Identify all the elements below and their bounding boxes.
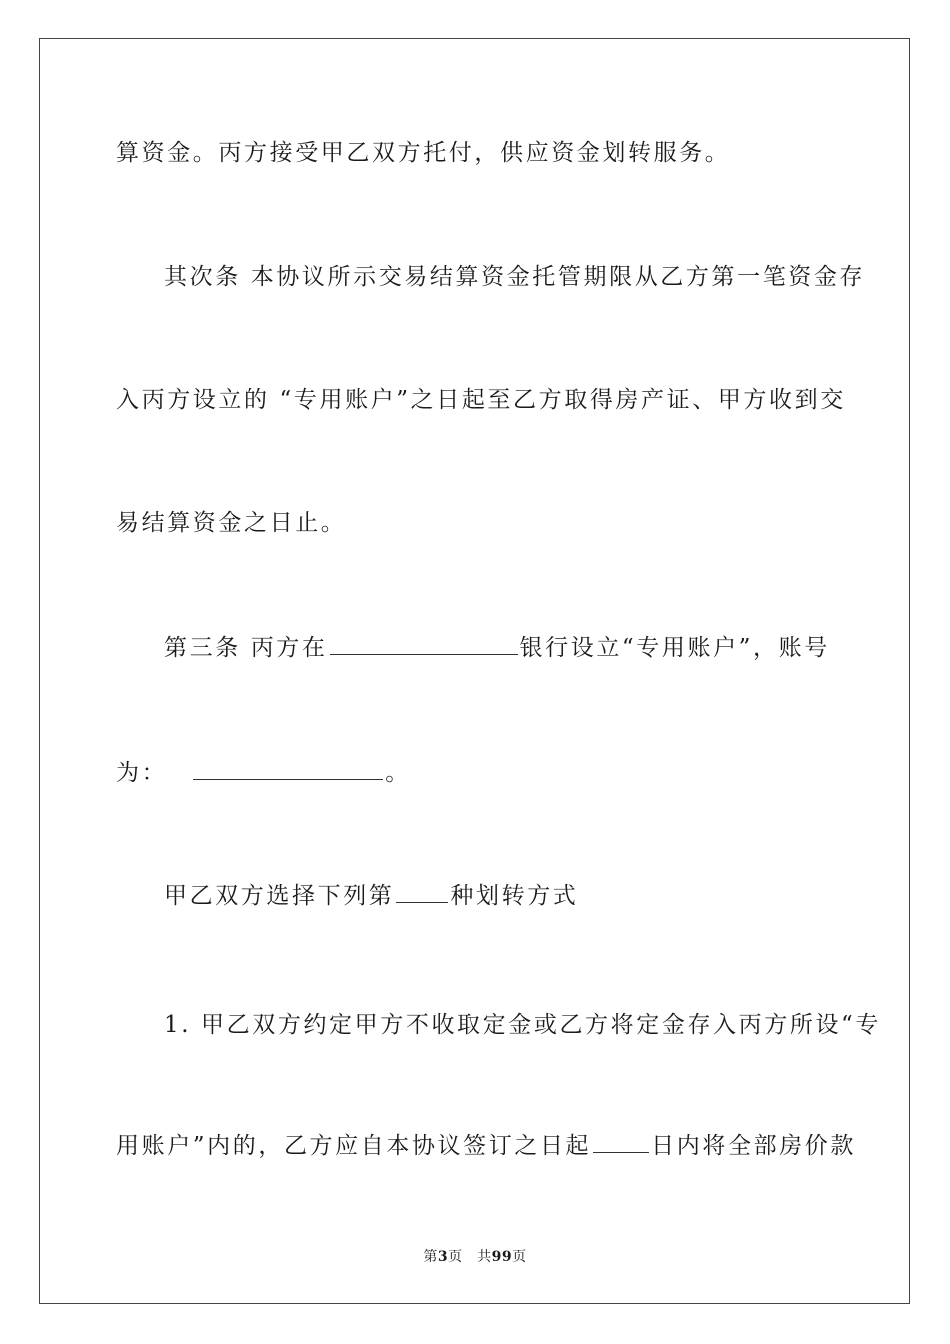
footer-page-prefix: 第 [423,1249,438,1265]
footer-page-number: 3 [437,1249,449,1265]
item-1-line-1: 1. 甲乙双方约定甲方不收取定金或乙方将定金存入丙方所设“专 [164,1012,882,1038]
paragraph-line-4: 易结算资金之日止。 [116,510,347,536]
days-blank[interactable] [593,1130,649,1153]
footer-page-total: 99 [491,1249,513,1265]
article-3-line [164,632,830,663]
account-line [116,757,411,788]
account-suffix: 。 [385,760,411,786]
item-1-prefix: 用账户”内的，乙方应自本协议签订之日起 [116,1133,592,1159]
footer-page-suffix: 页 [512,1249,527,1265]
paragraph-line-2: 其次条 本协议所示交易结算资金托管期限从乙方第一笔资金存 [164,264,866,290]
choice-number-blank[interactable] [396,880,448,903]
choice-suffix: 种划转方式 [450,883,579,909]
item-1-suffix: 日内将全部房价款 [651,1133,856,1159]
paragraph-line-3: 入丙方设立的 “专用账户”之日起至乙方取得房产证、甲方收到交 [116,387,846,413]
transfer-choice-line [164,880,578,911]
page-frame [39,38,910,1304]
choice-prefix: 甲乙双方选择下列第 [164,883,395,909]
item-1-line-2 [116,1130,856,1161]
article-3-prefix: 第三条 丙方在 [164,635,328,661]
bank-name-blank[interactable] [330,632,518,655]
footer-page-mid: 页 共 [448,1249,492,1265]
account-number-blank[interactable] [193,757,383,780]
account-prefix: 为： [116,760,168,786]
article-3-suffix: 银行设立“专用账户”，账号 [519,635,830,661]
paragraph-line-1: 算资金。丙方接受甲乙双方托付，供应资金划转服务。 [116,140,731,166]
page-footer [0,1247,950,1267]
